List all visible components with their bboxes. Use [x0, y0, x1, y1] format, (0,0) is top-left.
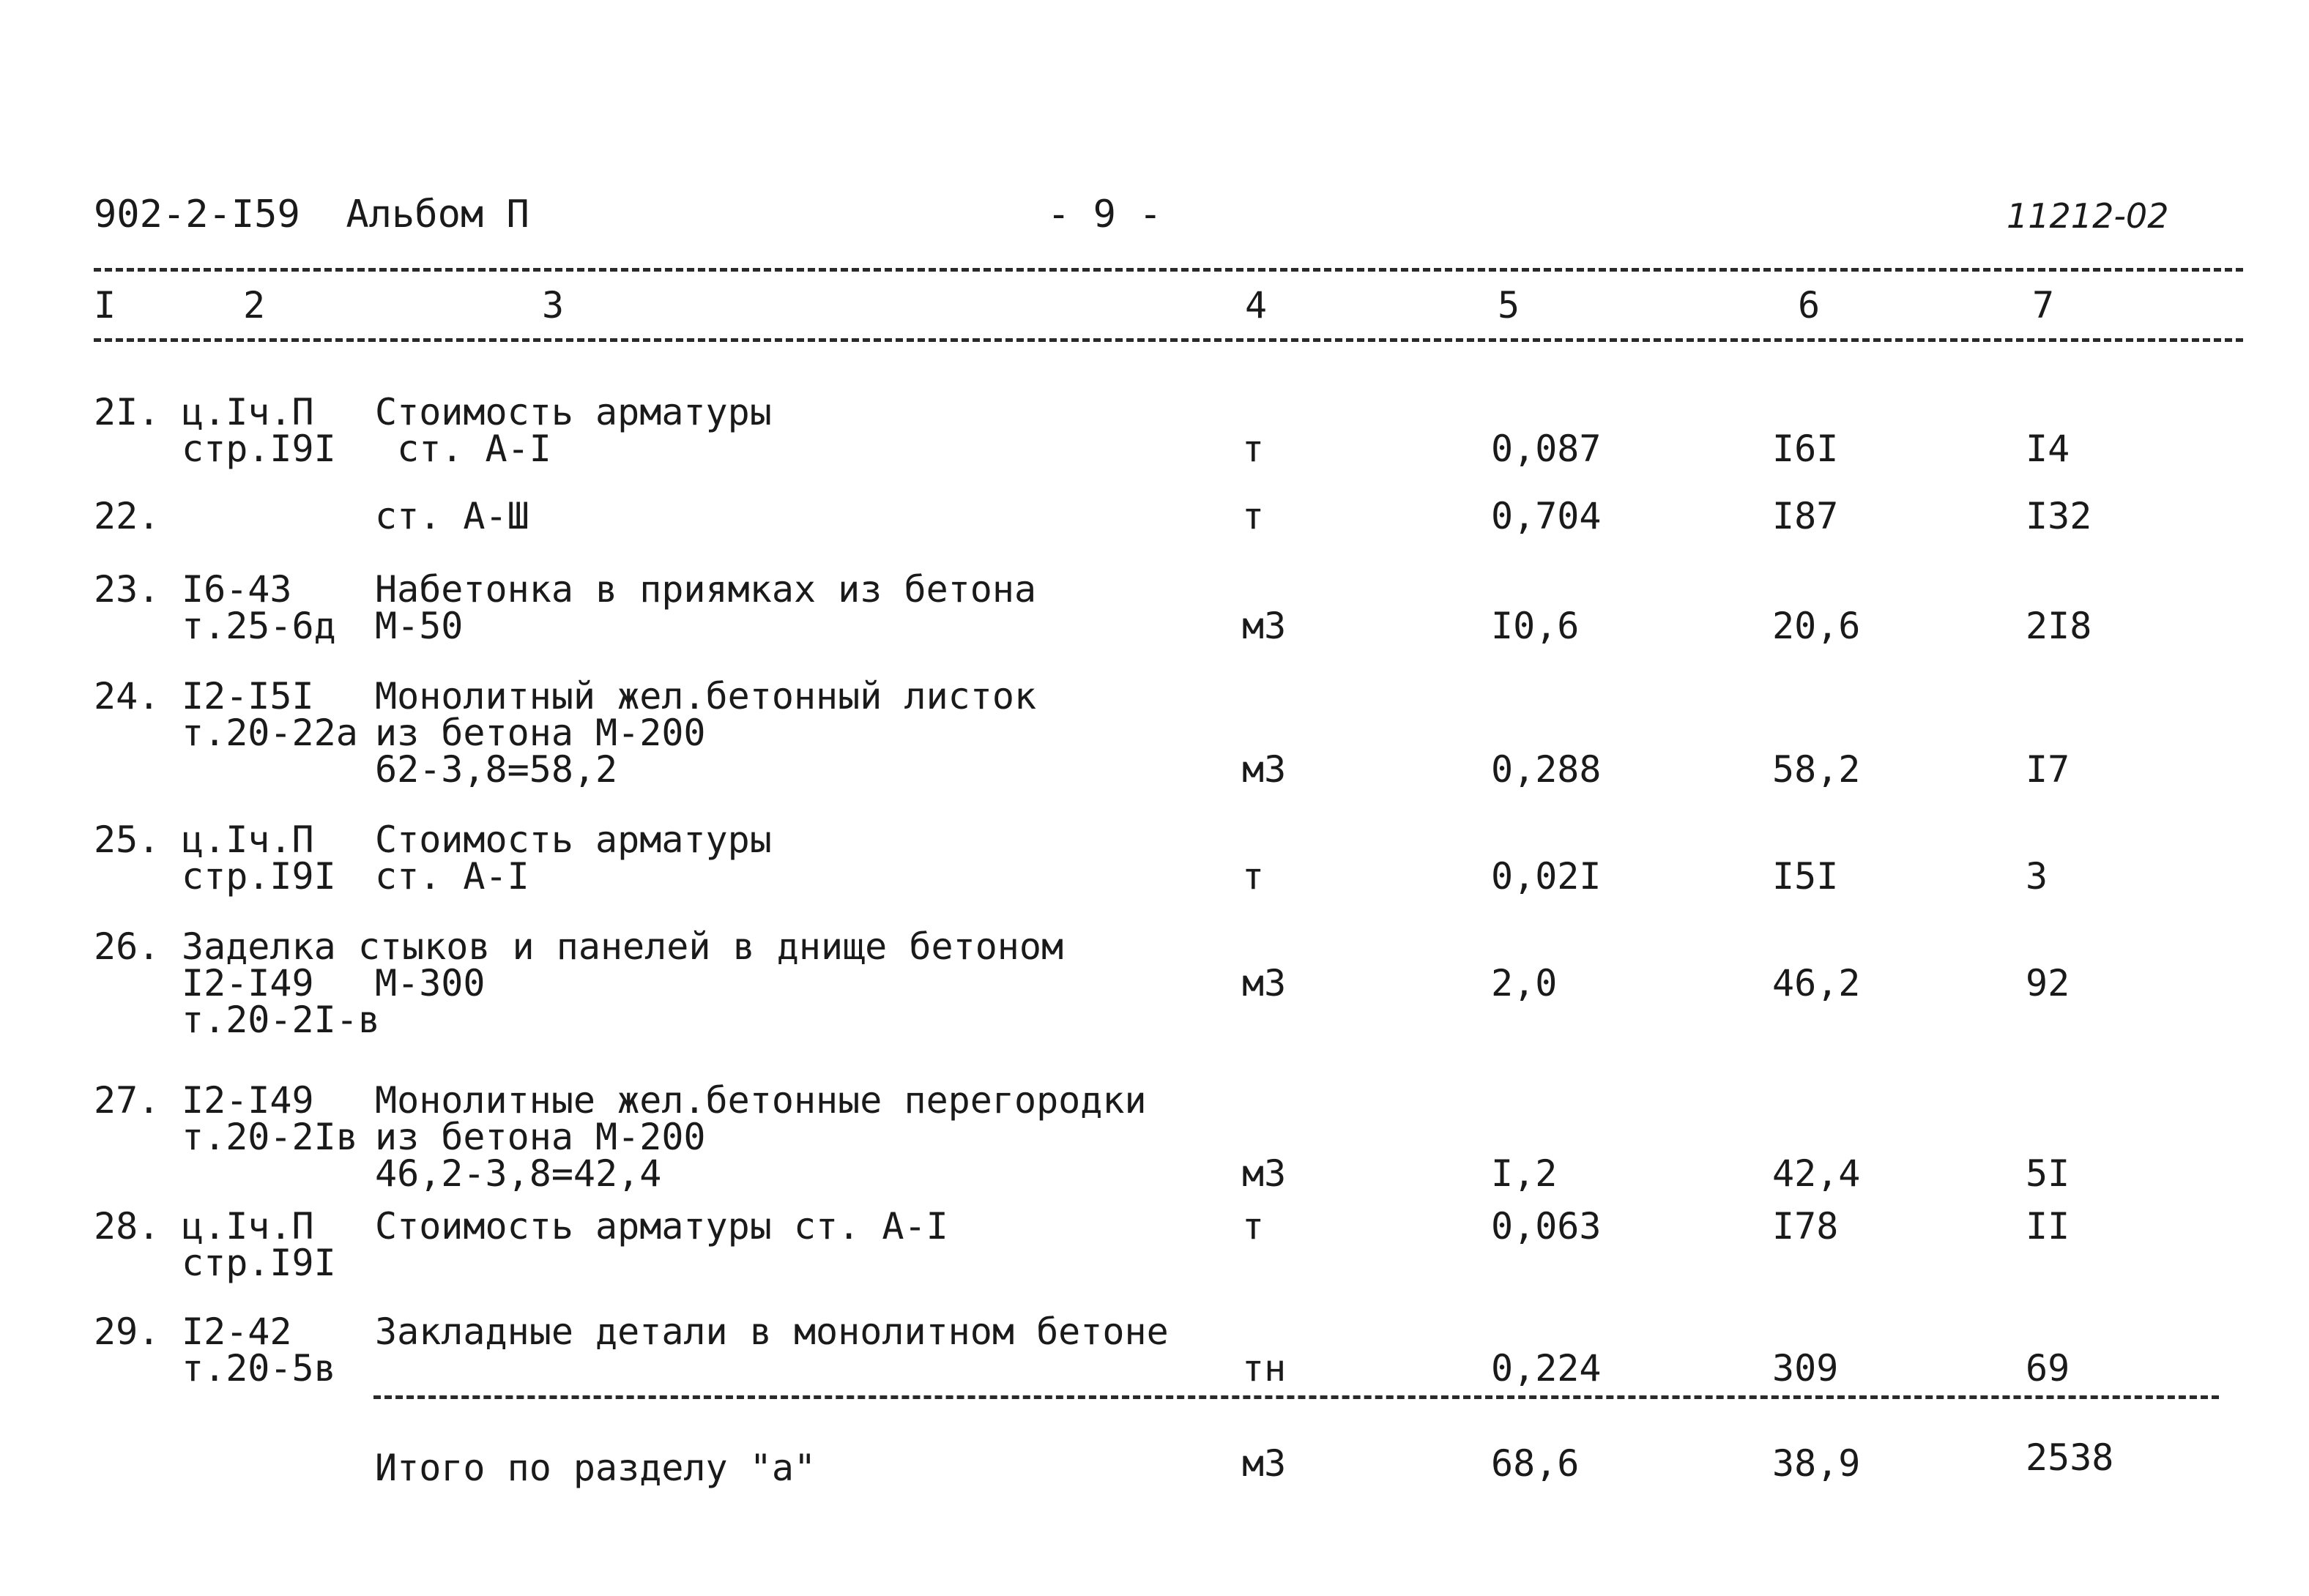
row-number: 29.	[94, 1310, 160, 1353]
row-quantity: 0,288	[1491, 748, 1602, 791]
row-reference: ц.Iч.П	[182, 391, 314, 433]
page-number: - 9 -	[1047, 193, 1162, 236]
row-quantity: 0,087	[1491, 428, 1602, 470]
column-header-6: 6	[1798, 284, 1821, 327]
row-reference: I2-I49	[182, 1079, 314, 1122]
row-reference: стр.I9I	[182, 428, 336, 470]
row-price: I5I	[1772, 855, 1839, 898]
row-number: 27.	[94, 1079, 160, 1122]
row-unit: м3	[1242, 962, 1287, 1004]
row-unit: т	[1242, 855, 1265, 898]
row-total: II	[2026, 1205, 2070, 1248]
row-description: Монолитные жел.бетонные перегородки	[375, 1079, 1147, 1122]
row-description: 62-3,8=58,2	[375, 748, 618, 791]
row-total: 2I8	[2026, 605, 2092, 647]
summary-label: Итого по разделу "а"	[375, 1447, 817, 1489]
row-price: 58,2	[1772, 748, 1861, 791]
row-reference: стр.I9I	[182, 1242, 336, 1284]
document-code: 902-2-I59 Альбом П	[94, 193, 529, 236]
row-description: из бетона М-200	[375, 712, 706, 754]
row-unit: м3	[1242, 605, 1287, 647]
row-description: ст. А-Ш	[375, 495, 529, 537]
row-reference: I2-I5I	[182, 675, 314, 717]
row-description: Закладные детали в монолитном бетоне	[375, 1310, 1169, 1353]
row-quantity: 0,063	[1491, 1205, 1602, 1248]
column-header-4: 4	[1245, 284, 1268, 327]
row-description: 46,2-3,8=42,4	[375, 1152, 662, 1195]
row-reference: т.20-22а	[182, 712, 358, 754]
summary-rule	[373, 1395, 2219, 1399]
row-reference: I2-I49	[182, 962, 314, 1004]
summary-price: 38,9	[1772, 1442, 1861, 1485]
row-quantity: 2,0	[1491, 962, 1558, 1004]
row-total: I7	[2026, 748, 2070, 791]
row-description: Набетонка в приямках из бетона	[375, 568, 1037, 611]
row-unit: т	[1242, 495, 1265, 537]
row-price: 42,4	[1772, 1152, 1861, 1195]
row-reference: I2-42	[182, 1310, 292, 1353]
row-total: 5I	[2026, 1152, 2070, 1195]
row-quantity: 0,704	[1491, 495, 1602, 537]
row-unit: тн	[1242, 1347, 1287, 1390]
column-header-7: 7	[2032, 284, 2055, 327]
column-header-3: 3	[542, 284, 565, 327]
row-number: 22.	[94, 495, 160, 537]
row-price: I78	[1772, 1205, 1839, 1248]
row-price: 20,6	[1772, 605, 1861, 647]
row-number: 26.	[94, 925, 160, 968]
row-price: 309	[1772, 1347, 1839, 1390]
row-quantity: I,2	[1491, 1152, 1558, 1195]
summary-qty: 68,6	[1491, 1442, 1580, 1485]
row-unit: м3	[1242, 1152, 1287, 1195]
row-reference: ц.Iч.П	[182, 818, 314, 861]
row-description: Монолитный жел.бетонный листок	[375, 675, 1037, 717]
column-header-5: 5	[1498, 284, 1520, 327]
row-description: Стоимость арматуры	[375, 818, 772, 861]
row-unit: т	[1242, 428, 1265, 470]
row-price: 46,2	[1772, 962, 1861, 1004]
row-number: 23.	[94, 568, 160, 611]
row-unit: т	[1242, 1205, 1265, 1248]
row-description: М-50	[375, 605, 464, 647]
summary-total: 2538	[2026, 1436, 2114, 1479]
row-price: I87	[1772, 495, 1839, 537]
row-quantity: 0,02I	[1491, 855, 1602, 898]
column-header-1: I	[94, 284, 116, 327]
row-number: 2I.	[94, 391, 160, 433]
column-header-2: 2	[243, 284, 266, 327]
row-reference: т.20-5в	[182, 1347, 336, 1390]
summary-unit: м3	[1242, 1442, 1287, 1485]
row-number: 25.	[94, 818, 160, 861]
row-number: 24.	[94, 675, 160, 717]
row-reference: т.25-6д	[182, 605, 336, 647]
row-reference: стр.I9I	[182, 855, 336, 898]
row-price: I6I	[1772, 428, 1839, 470]
header-bottom-rule	[94, 338, 2243, 342]
row-description: Заделка стыков и панелей в днище бетоном	[182, 925, 1064, 968]
row-reference: I6-43	[182, 568, 292, 611]
row-unit: м3	[1242, 748, 1287, 791]
row-description: М-300	[375, 962, 486, 1004]
row-description: ст. А-I	[375, 428, 551, 470]
row-quantity: I0,6	[1491, 605, 1580, 647]
row-reference: ц.Iч.П	[182, 1205, 314, 1248]
row-quantity: 0,224	[1491, 1347, 1602, 1390]
row-reference: т.20-2I-в	[182, 999, 380, 1041]
row-total: I4	[2026, 428, 2070, 470]
row-reference: т.20-2Iв	[182, 1116, 358, 1158]
row-description: Стоимость арматуры	[375, 391, 772, 433]
row-number: 28.	[94, 1205, 160, 1248]
handwritten-code: 11212-02	[2007, 196, 2169, 236]
row-description: из бетона М-200	[375, 1116, 706, 1158]
row-total: 3	[2026, 855, 2048, 898]
row-total: 92	[2026, 962, 2070, 1004]
row-total: I32	[2026, 495, 2092, 537]
row-description: ст. А-I	[375, 855, 529, 898]
row-description: Стоимость арматуры ст. А-I	[375, 1205, 948, 1248]
header-top-rule	[94, 268, 2243, 272]
row-total: 69	[2026, 1347, 2070, 1390]
